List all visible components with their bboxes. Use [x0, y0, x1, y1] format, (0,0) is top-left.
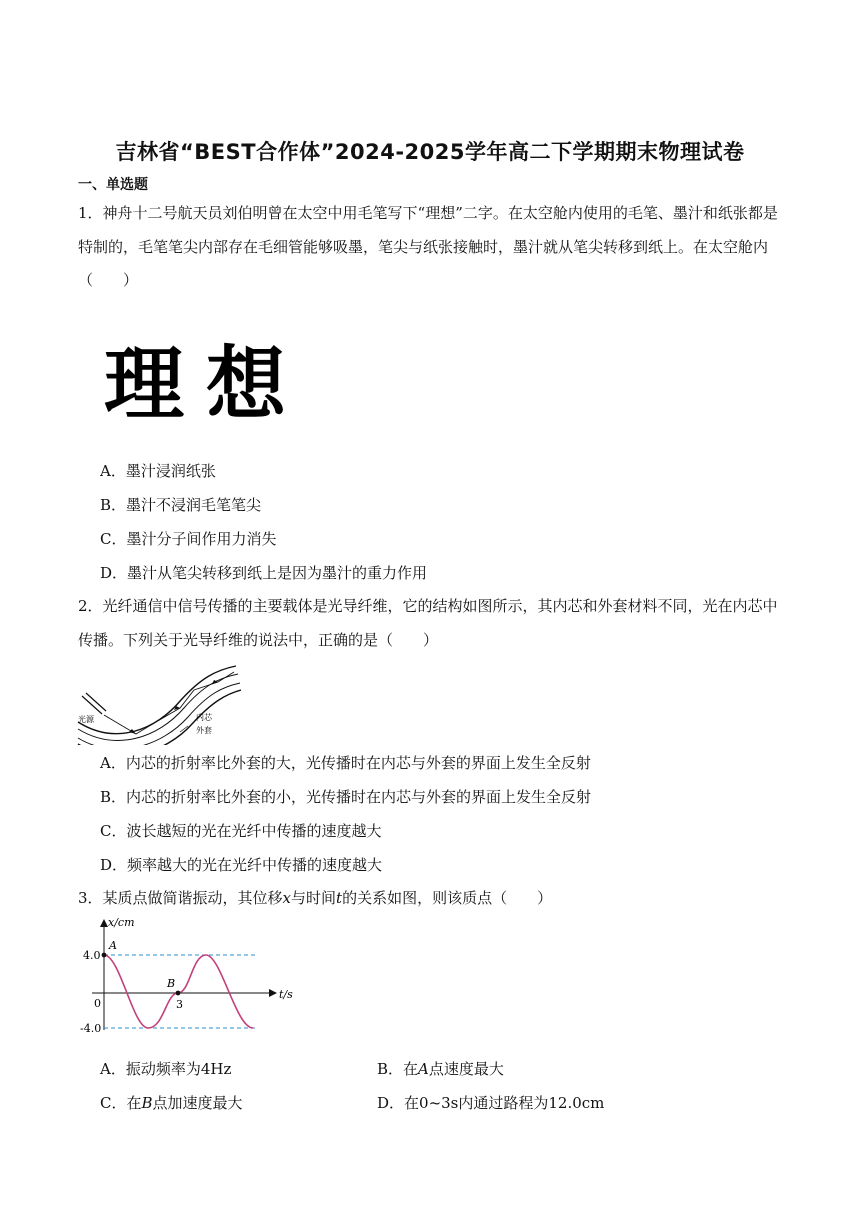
q3-option-b-pre: B．在 [377, 1060, 419, 1078]
q1-option-c: C．墨汁分子间作用力消失 [100, 530, 277, 548]
q3-option-c-post: 点加速度最大 [152, 1094, 243, 1112]
q2-line1: 2．光纤通信中信号传播的主要载体是光导纤维，它的结构如图所示，其内芯和外套材料不同，光在内芯中 [78, 597, 778, 615]
point-b [176, 991, 181, 996]
q3-var-t: t [336, 889, 343, 907]
fig-label-core: 内芯 [196, 713, 212, 722]
x-axis-label: t/s [279, 988, 293, 1001]
q3-option-c-var: B [141, 1094, 153, 1112]
fig-label-cladding: 外套 [196, 726, 212, 735]
point-b-label: B [167, 977, 176, 990]
q3-stem-pre: 3．某质点做简谐振动，其位移 [78, 889, 283, 907]
q1-line1: 1．神舟十二号航天员刘伯明曾在太空中用毛笔写下“理想”二字。在太空舱内使用的毛笔、墨汁和纸张都是 [78, 204, 778, 222]
origin-label: 0 [94, 997, 101, 1010]
q1-option-a: A．墨汁浸润纸张 [100, 462, 216, 480]
section-heading: 一、单选题 [78, 177, 148, 193]
q2-option-c: C．波长越短的光在光纤中传播的速度越大 [100, 822, 382, 840]
q1-line3: （ ） [78, 271, 139, 289]
y-tick-bottom: -4.0 [80, 1022, 102, 1035]
calligraphy-image: 理想 [104, 337, 308, 431]
displacement-time-graph [78, 912, 298, 1042]
q3-option-b-var: A [418, 1060, 429, 1078]
q3-option-b-post: 点速度最大 [428, 1060, 504, 1078]
q3-stem-mid: 与时间 [291, 889, 337, 907]
point-a [102, 953, 107, 958]
y-axis-label: x/cm [108, 916, 135, 929]
q2-option-b: B．内芯的折射率比外套的小，光传播时在内芯与外套的界面上发生全反射 [100, 788, 592, 806]
fig-label-source: 光源 [78, 715, 94, 724]
q1-option-d: D．墨汁从笔尖转移到纸上是因为墨汁的重力作用 [100, 564, 428, 582]
q3-stem-post: 的关系如图，则该质点（ ） [342, 889, 553, 907]
x-tick-3: 3 [176, 998, 183, 1011]
q1-line2: 特制的，毛笔笔尖内部存在毛细管能够吸墨，笔尖与纸张接触时，墨汁就从笔尖转移到纸上。在太空舱内 [78, 238, 769, 256]
q2-option-a: A．内芯的折射率比外套的大，光传播时在内芯与外套的界面上发生全反射 [100, 754, 591, 772]
y-tick-top: 4.0 [83, 949, 101, 962]
point-a-label: A [109, 939, 117, 952]
q3-option-c-pre: C．在 [100, 1094, 142, 1112]
q3-option-a: A．振动频率为4Hz [100, 1060, 232, 1078]
q3-option-c [100, 1092, 243, 1114]
q2-line2: 传播。下列关于光导纤维的说法中，正确的是（ ） [78, 631, 439, 649]
q3-option-d: D．在0~3s内通过路程为12.0cm [377, 1094, 605, 1112]
optical-fiber-diagram [76, 660, 241, 745]
q3-var-x: x [282, 889, 292, 907]
q3-option-b [377, 1058, 504, 1080]
q2-option-d: D．频率越大的光在光纤中传播的速度越大 [100, 856, 383, 874]
q1-option-b: B．墨汁不浸润毛笔笔尖 [100, 496, 262, 514]
exam-title: 吉林省“BEST合作体”2024-2025学年高二下学期期末物理试卷 [115, 140, 745, 164]
q3-stem [78, 884, 783, 913]
